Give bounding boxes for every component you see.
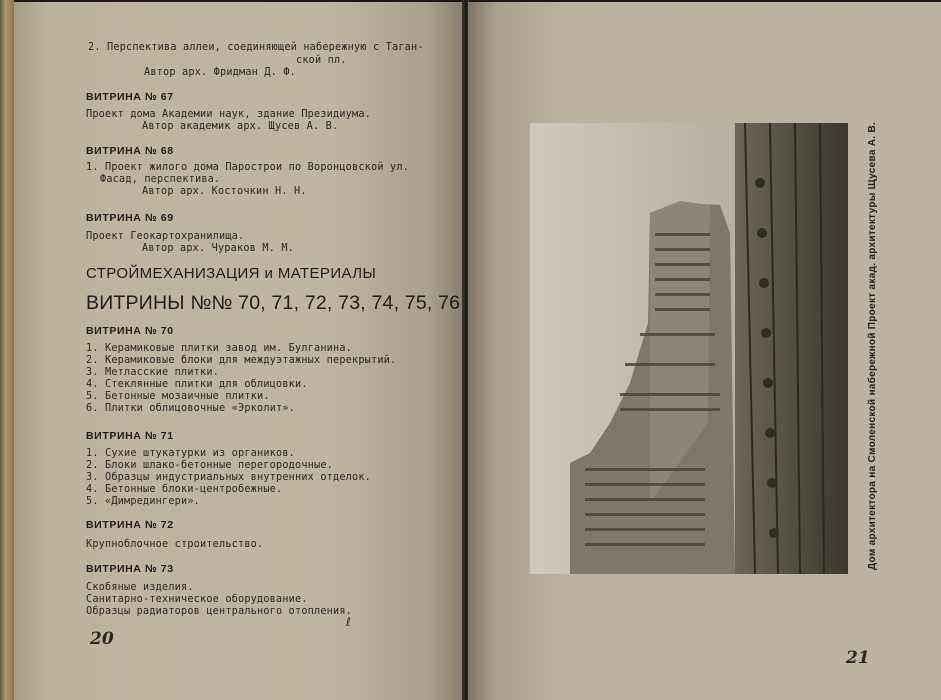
showcase-heading-69: ВИТРИНА № 69: [86, 212, 174, 224]
showcase-heading-72: ВИТРИНА № 72: [86, 519, 174, 531]
text-line: Автор академик арх. Щусев А. В.: [142, 121, 339, 132]
text-line: Автор арх. Фридман Д. Ф.: [144, 67, 297, 78]
text-line: 2. Перспектива аллеи, соединяющей набережную с Таган-: [88, 42, 424, 53]
list-item: Образцы радиаторов центрального отопления.: [86, 606, 353, 617]
showcase-heading-68: ВИТРИНА № 68: [86, 145, 174, 157]
list-item: 1. Сухие штукатурки из органиков.: [86, 448, 296, 459]
building-photo: [530, 123, 848, 574]
list-item: 4. Бетонные блоки-центробежные.: [86, 484, 283, 495]
showcase-heading-70: ВИТРИНА № 70: [86, 325, 174, 337]
left-page: [14, 2, 465, 700]
list-item: 1. Керамиковые плитки завод им. Булганина.: [86, 343, 353, 354]
text-line: Проект дома Академии наук, здание Президиума.: [86, 109, 372, 120]
text-line: Проект Геокартохранилища.: [86, 231, 245, 242]
pencil-mark: ℓ: [346, 615, 351, 629]
text-line: ской пл.: [296, 55, 347, 66]
list-item: 5. «Димредингери».: [86, 496, 201, 507]
showcase-heading-67: ВИТРИНА № 67: [86, 91, 174, 103]
text-line: Автор арх. Косточкин Н. Н.: [142, 186, 307, 197]
list-item: Скобяные изделия.: [86, 582, 194, 593]
section-title: СТРОЙМЕХАНИЗАЦИЯ и МАТЕРИАЛЫ: [86, 265, 377, 282]
list-item: Санитарно-техническое оборудование.: [86, 594, 308, 605]
list-item: 2. Блоки шлако-бетонные перегородочные.: [86, 460, 334, 471]
photo-caption: Дом архитектора на Смоленской набережной Проект акад. архитектуры Щусева А. В.: [867, 121, 878, 570]
showcase-heading-73: ВИТРИНА № 73: [86, 563, 174, 575]
showcases-big-heading: ВИТРИНЫ №№ 70, 71, 72, 73, 74, 75, 76: [86, 292, 461, 314]
text-line: Автор арх. Чураков М. М.: [142, 243, 295, 254]
list-item: 2. Керамиковые блоки для междуэтажных перекрытий.: [86, 355, 397, 366]
list-item: 5. Бетонные мозаичные плитки.: [86, 391, 270, 402]
showcase-heading-71: ВИТРИНА № 71: [86, 430, 174, 442]
text-line: Крупноблочное строительство.: [86, 539, 264, 550]
page-number-left: 20: [90, 629, 114, 649]
list-item: 3. Образцы индустриальных внутренних отделок.: [86, 472, 372, 483]
text-line: 1. Проект жилого дома Парострои по Воронцовской ул.: [86, 162, 410, 173]
list-item: 6. Плитки облицовочные «Эрколит».: [86, 403, 296, 414]
list-item: 4. Стеклянные плитки для облицовки.: [86, 379, 308, 390]
page-number-right: 21: [846, 648, 870, 668]
list-item: 3. Метласские плитки.: [86, 367, 220, 378]
building-photo-image: [530, 123, 848, 574]
page-edges: [0, 0, 14, 700]
text-line: Фасад, перспектива.: [100, 174, 221, 185]
